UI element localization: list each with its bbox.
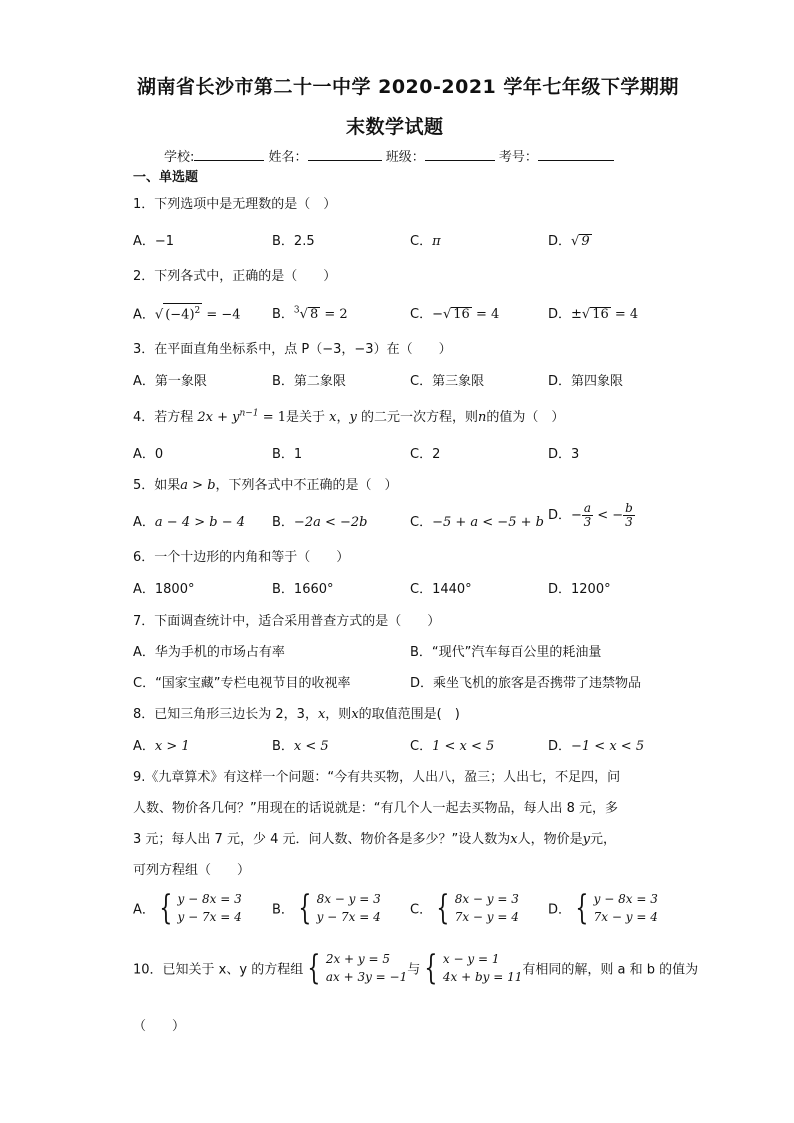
brace-icon: { <box>424 948 438 988</box>
school-label: 学校: <box>164 150 195 165</box>
q9-option-d[interactable] <box>548 890 658 926</box>
q5-d-num1: a <box>583 501 592 515</box>
q8-x: x <box>317 707 326 722</box>
q5-a-math: a − 4 > b − 4 <box>154 515 245 530</box>
q9-d-system <box>571 890 658 926</box>
q1-option-d-radicand: 9 <box>581 234 590 249</box>
q10-system-1 <box>303 950 407 986</box>
page-title-line1: 湖南省长沙市第二十一中学 2020-2021 学年七年级下学期期 <box>137 76 679 98</box>
q7-option-b[interactable]: B．“现代”汽车每百公里的耗油量 <box>410 645 602 660</box>
q9-b-eq2: y − 7x = 4 <box>316 910 381 924</box>
q6-option-b[interactable]: B．1660° <box>272 582 334 597</box>
q10-pre: 10．已知关于 x、y 的方程组 <box>133 962 304 978</box>
q2-a-exp: 2 <box>194 306 201 316</box>
question-3-stem: 3．在平面直角坐标系中，点 P（−3，−3）在（ ） <box>133 342 452 357</box>
brace-icon: { <box>298 888 312 928</box>
q8-d-math: −1 < x < 5 <box>571 739 645 754</box>
question-9-line4: 可列方程组（ ） <box>133 863 251 878</box>
page-title-line2: 末数学试题 <box>346 116 444 138</box>
q8-a-label: A． <box>133 739 155 754</box>
q4-option-d[interactable]: D．3 <box>548 447 580 462</box>
sqrt-sign: √ <box>581 307 591 322</box>
q4-y: y <box>349 410 357 425</box>
q9-a-system <box>155 890 242 926</box>
sqrt-sign: √ <box>442 307 452 322</box>
q9-a-eq2: y − 7x = 4 <box>177 910 242 924</box>
question-5-stem <box>133 474 398 493</box>
q9-a-eq1: y − 8x = 3 <box>177 892 242 906</box>
q4-eq2: = 1 <box>258 410 287 425</box>
q9-d-label: D． <box>548 902 572 918</box>
q4-end: 的值为（ ） <box>486 410 565 425</box>
q9-c-eq2: 7x − y = 4 <box>454 910 519 924</box>
q1-option-a[interactable]: A．−1 <box>133 234 175 249</box>
q5-c-math: −5 + a < −5 + b <box>432 515 544 530</box>
q5-option-c[interactable] <box>410 511 544 530</box>
q6-option-a[interactable]: A．1800° <box>133 582 195 597</box>
q4-x: x <box>329 410 337 425</box>
q10-post: 有相同的解，则 a 和 b 的值为 <box>522 962 699 978</box>
brace-icon: { <box>307 948 321 988</box>
q9-option-a[interactable] <box>133 890 242 926</box>
q8-d-label: D． <box>548 739 572 754</box>
q8-option-a[interactable] <box>133 735 190 754</box>
q4-sep: ， <box>336 410 350 425</box>
q10-s1-eq2: ax + 3y = −1 <box>325 970 408 984</box>
q4-mid: 是关于 <box>286 410 330 425</box>
q2-option-d[interactable] <box>548 303 638 322</box>
q8-b-label: B． <box>272 739 294 754</box>
question-9-line3 <box>133 828 616 847</box>
q1-option-b[interactable]: B．2.5 <box>272 234 315 249</box>
question-10-line2: （ ） <box>133 1019 186 1034</box>
name-label: 姓名： <box>268 150 308 165</box>
q2-c-result: = 4 <box>471 307 500 322</box>
q4-option-a[interactable]: A．0 <box>133 447 164 462</box>
q5-b-label: B． <box>272 515 294 530</box>
school-field[interactable] <box>194 148 264 161</box>
q2-b-radicand: 8 <box>309 307 319 322</box>
q2-option-c[interactable] <box>410 303 499 322</box>
q8-option-c[interactable] <box>410 735 494 754</box>
q5-c-label: C． <box>410 515 433 530</box>
q4-exp: n−1 <box>239 408 259 419</box>
question-7-stem: 7．下面调查统计中，适合采用普查方式的是（ ） <box>133 614 441 629</box>
q5-d-frac2 <box>623 502 635 529</box>
q2-a-inner: (−4) <box>165 307 195 323</box>
q8-x2: x <box>351 707 359 722</box>
q9-l3-pre: 3 元；每人出 7 元，少 4 元．问人数、物价各是多少？”设人数为 <box>133 832 511 847</box>
brace-icon: { <box>436 888 450 928</box>
sqrt-sign: √ <box>571 234 580 249</box>
q1-option-d-label: D． <box>548 234 572 249</box>
name-field[interactable] <box>308 148 382 161</box>
q5-d-label: D．− <box>548 508 582 523</box>
q5-post: ，下列各式中不正确的是（ ） <box>215 478 398 493</box>
question-6-stem: 6．一个十边形的内角和等于（ ） <box>133 550 350 565</box>
q7-option-d[interactable]: D．乘坐飞机的旅客是否携带了违禁物品 <box>410 676 642 691</box>
q2-d-radicand: 16 <box>592 307 609 322</box>
q9-b-eq1: 8x − y = 3 <box>316 892 381 906</box>
q2-d-result: = 4 <box>610 307 639 322</box>
q1-option-d[interactable] <box>548 230 592 249</box>
brace-icon: { <box>575 888 589 928</box>
q2-b-label: B． <box>272 307 294 322</box>
q4-n: n <box>478 410 487 425</box>
q5-a-label: A． <box>133 515 155 530</box>
q9-c-system <box>432 890 519 926</box>
q8-post: 的取值范围是( ) <box>358 707 460 722</box>
q5-d-num2: b <box>625 501 633 515</box>
q5-d-den2: 3 <box>625 515 633 529</box>
sqrt-sign: √ <box>299 307 308 322</box>
q7-option-c[interactable]: C．“国家宝藏”专栏电视节目的收视率 <box>133 676 351 691</box>
brace-icon: { <box>159 888 173 928</box>
q4-option-c[interactable]: C．2 <box>410 447 441 462</box>
q10-s2-eq1: x − y = 1 <box>442 952 500 966</box>
q5-d-mid: < − <box>593 508 624 523</box>
q2-b-index: 3 <box>293 305 300 316</box>
q2-c-radicand: 16 <box>453 307 470 322</box>
q2-option-a[interactable] <box>133 303 241 322</box>
q9-d-eq2: 7x − y = 4 <box>593 910 658 924</box>
q4-option-b[interactable]: B．1 <box>272 447 303 462</box>
q5-option-b[interactable] <box>272 511 367 530</box>
q8-b-math: x < 5 <box>293 739 329 754</box>
q10-mid: 与 <box>407 962 421 978</box>
q9-option-c[interactable] <box>410 890 519 926</box>
q1-option-c-math: π <box>432 234 441 249</box>
q9-l3-mid: 人，物价是 <box>517 832 583 847</box>
q8-option-d[interactable] <box>548 735 644 754</box>
q4-eq: 2x + y <box>197 410 240 425</box>
q5-cond: a > b <box>180 478 216 493</box>
question-10-stem <box>133 950 698 986</box>
q9-c-eq1: 8x − y = 3 <box>454 892 519 906</box>
question-1-stem: 1．下列选项中是无理数的是（ ） <box>133 197 337 212</box>
q8-a-math: x > 1 <box>154 739 190 754</box>
q5-d-den1: 3 <box>583 515 592 529</box>
q9-c-label: C． <box>410 902 433 918</box>
q9-d-eq1: y − 8x = 3 <box>593 892 658 906</box>
class-label: 班级： <box>385 150 425 165</box>
q5-option-a[interactable] <box>133 511 245 530</box>
q6-option-d[interactable]: D．1200° <box>548 582 611 597</box>
q9-b-system <box>294 890 381 926</box>
q3-option-b[interactable]: B．第二象限 <box>272 374 346 389</box>
id-field[interactable] <box>538 148 614 161</box>
question-4-stem <box>133 406 564 425</box>
q2-b-result: = 2 <box>320 307 348 322</box>
q4-pre: 4．若方程 <box>133 410 198 425</box>
q9-y: y <box>582 832 590 847</box>
q8-mid: ，则 <box>325 707 352 722</box>
q8-option-b[interactable] <box>272 735 329 754</box>
q2-a-radicand <box>163 303 202 322</box>
q2-d-label: D．± <box>548 307 582 322</box>
student-info-line <box>164 146 614 165</box>
question-8-stem <box>133 703 460 722</box>
q8-pre: 8．已知三角形三边长为 2，3， <box>133 707 318 722</box>
q5-d-frac1 <box>582 502 593 529</box>
q8-c-label: C． <box>410 739 433 754</box>
q9-x: x <box>510 832 518 847</box>
q8-c-math: 1 < x < 5 <box>432 739 495 754</box>
id-label: 考号： <box>498 150 538 165</box>
q2-a-result: = −4 <box>202 307 241 323</box>
section-heading: 一、单选题 <box>133 170 199 185</box>
q4-post: 的二元一次方程，则 <box>356 410 479 425</box>
q3-option-d[interactable]: D．第四象限 <box>548 374 624 389</box>
q9-a-label: A． <box>133 902 155 918</box>
q2-c-label: C．− <box>410 307 443 322</box>
question-9-line2: 人数、物价各几何？”用现在的话说就是：“有几个人一起去买物品，每人出 8 元，多 <box>133 801 619 816</box>
q5-pre: 5．如果 <box>133 478 181 493</box>
q2-option-b[interactable] <box>272 303 348 322</box>
q3-option-c[interactable]: C．第三象限 <box>410 374 485 389</box>
sqrt-sign: √ <box>154 307 164 323</box>
q9-l3-post: 元， <box>589 832 616 847</box>
class-field[interactable] <box>425 148 495 161</box>
q10-system-2 <box>420 950 522 986</box>
q7-option-a[interactable]: A．华为手机的市场占有率 <box>133 645 285 660</box>
q9-b-label: B． <box>272 902 294 918</box>
q10-s1-eq1: 2x + y = 5 <box>325 952 391 966</box>
q10-s2-eq2: 4x + by = 11 <box>442 970 523 984</box>
q2-a-label: A． <box>133 307 155 323</box>
q1-option-c[interactable] <box>410 230 441 249</box>
q5-option-d[interactable] <box>548 502 635 529</box>
q9-option-b[interactable] <box>272 890 381 926</box>
q3-option-a[interactable]: A．第一象限 <box>133 374 207 389</box>
q5-b-math: −2a < −2b <box>293 515 368 530</box>
question-2-stem: 2．下列各式中，正确的是（ ） <box>133 269 337 284</box>
q6-option-c[interactable]: C．1440° <box>410 582 472 597</box>
q1-option-c-label: C． <box>410 234 433 249</box>
question-9-line1: 9.《九章算术》有这样一个问题：“今有共买物，人出八，盈三；人出七，不足四，问 <box>133 770 621 785</box>
